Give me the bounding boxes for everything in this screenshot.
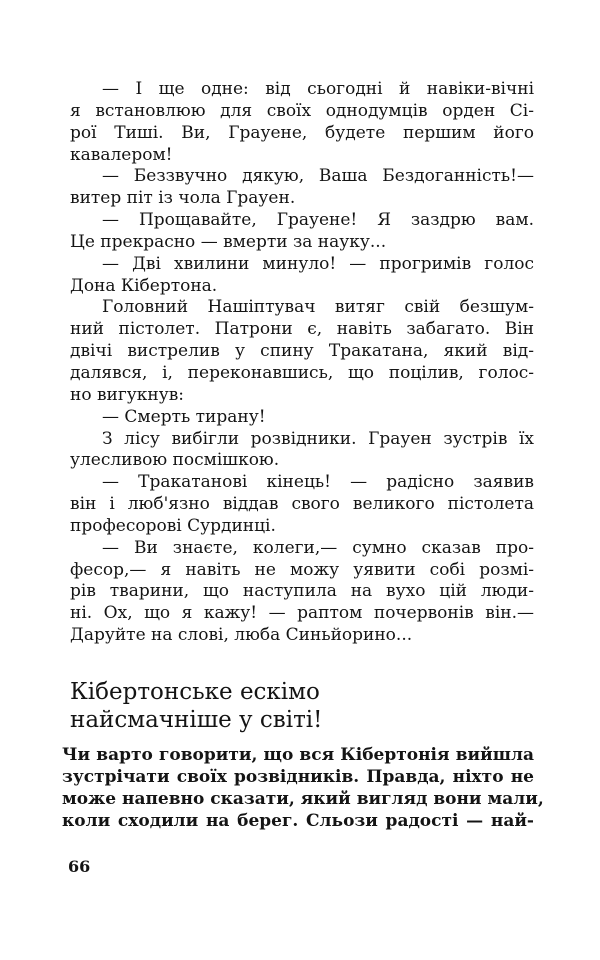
- text-line: — Беззвучно дякую, Ваша Бездоганність!—: [102, 166, 534, 187]
- text-line: Головний Нашіптувач витяг свій безшум-: [102, 297, 534, 318]
- text-line: — Ви знаєте, колеги,— сумно сказав про-: [102, 537, 534, 558]
- text-line: улесливою посмішкою.: [70, 450, 280, 471]
- text-line: — Смерть тирану!: [102, 406, 266, 427]
- text-line: двічі вистрелив у спину Тракатана, який від-: [70, 341, 534, 362]
- text-line: кавалером!: [70, 144, 173, 165]
- text-line: зустрічати своїх розвідників. Правда, ніхто не: [62, 766, 534, 787]
- text-line: — Тракатанові кінець! — радісно заявив: [102, 472, 534, 493]
- text-line: фесор,— я навіть не можу уявити собі розмі-: [70, 559, 534, 580]
- heading-line: найсмачніше у світі!: [70, 707, 323, 733]
- chapter-opening-text: [62, 745, 544, 832]
- text-line: но вигукнув:: [70, 384, 185, 405]
- text-line: З лісу вибігли розвідники. Грауен зустрів їх: [102, 428, 534, 449]
- text-line: Даруйте на слові, люба Синьйорино...: [70, 625, 413, 646]
- text-line: коли сходили на берег. Сльози радості — най-: [62, 810, 534, 831]
- text-line: Чи варто говорити, що вся Кібертонія вийшла: [62, 745, 534, 765]
- text-line: Це прекрасно — вмерти за науку...: [70, 231, 387, 252]
- text-line: рої Тиші. Ви, Грауене, будете першим його: [70, 122, 534, 143]
- text-line: — І ще одне: від сьогодні й навіки-вічні: [102, 79, 534, 99]
- text-line: — Дві хвилини минуло! — прогримів голос: [102, 253, 534, 274]
- text-line: рів тварини, що наступила на вухо цій люди-: [70, 581, 534, 602]
- heading-line: Кібертонське ескімо: [70, 679, 320, 705]
- text-line: Дона Кібертона.: [70, 275, 218, 296]
- text-line: я встановлюю для своїх однодумців орден Сі-: [70, 100, 534, 121]
- text-line: ний пістолет. Патрони є, навіть забагато. Він: [70, 319, 534, 340]
- text-line: витер піт із чола Грауен.: [70, 188, 296, 209]
- chapter-heading: [70, 678, 322, 734]
- text-line: професорові Сурдинці.: [70, 515, 276, 536]
- text-line: ні. Ох, що я кажу! — раптом почервонів він.—: [70, 603, 534, 624]
- text-line: — Прощавайте, Грауене! Я заздрю вам.: [102, 210, 534, 231]
- page-number: 66: [68, 857, 91, 876]
- body-text: [70, 79, 534, 647]
- text-line: він і люб'язно віддав свого великого пістолета: [70, 494, 534, 515]
- text-line: далявся, і, переконавшись, що поцілив, голос-: [70, 362, 534, 383]
- text-line: може напевно сказати, який вигляд вони мали,: [62, 788, 544, 809]
